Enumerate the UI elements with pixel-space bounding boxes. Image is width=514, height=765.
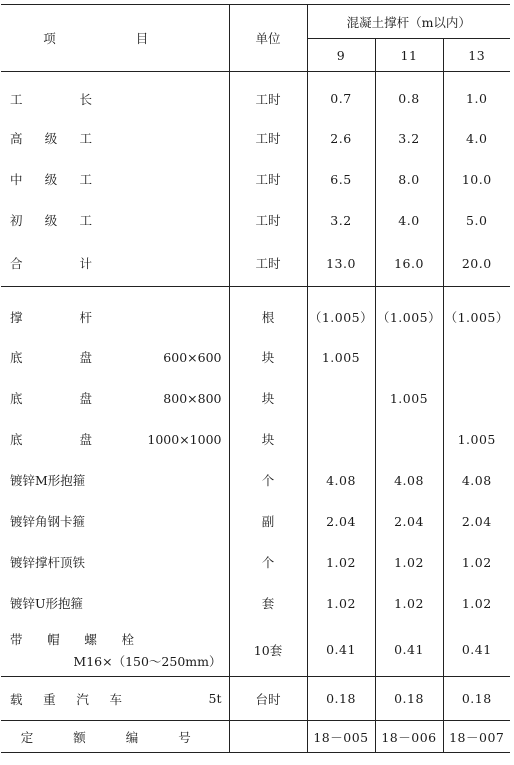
table-row xyxy=(1,419,510,460)
row-value: 1.0 xyxy=(443,72,510,118)
row-value: （1.005） xyxy=(307,287,375,337)
row-value: 0.18 xyxy=(443,677,510,721)
row-value xyxy=(375,337,443,378)
row-value: 1.02 xyxy=(307,583,375,624)
row-name xyxy=(1,241,229,287)
row-value: 4.08 xyxy=(307,460,375,501)
row-name xyxy=(1,72,229,118)
row-value xyxy=(375,419,443,460)
row-name: 镀锌角钢卡箍 xyxy=(10,514,86,529)
row-value: 4.0 xyxy=(375,200,443,241)
row-unit: 工时 xyxy=(229,72,307,118)
row-unit: 副 xyxy=(229,501,307,542)
table-row xyxy=(1,501,510,542)
row-unit: 个 xyxy=(229,542,307,583)
row-value xyxy=(307,419,375,460)
row-spec: M16×（150～250mm） xyxy=(73,653,222,669)
row-name-spread: 底 盘 xyxy=(10,432,92,447)
table-row xyxy=(1,677,510,721)
row-value: 10.0 xyxy=(443,159,510,200)
row-name-spread: 底 盘 xyxy=(10,391,92,406)
row-name xyxy=(1,624,229,677)
row-value: 0.41 xyxy=(307,624,375,677)
row-value: 4.0 xyxy=(443,118,510,159)
table-row xyxy=(1,542,510,583)
table-row xyxy=(1,159,510,200)
row-unit: 工时 xyxy=(229,241,307,287)
row-value: 1.02 xyxy=(375,542,443,583)
row-name-spread: 合 计 xyxy=(10,256,92,272)
table-row xyxy=(1,378,510,419)
row-name xyxy=(1,337,229,378)
row-value: （1.005） xyxy=(375,287,443,337)
table-row xyxy=(1,72,510,118)
row-name xyxy=(1,419,229,460)
row-name xyxy=(1,200,229,241)
row-value: 5.0 xyxy=(443,200,510,241)
row-spec: 5t xyxy=(208,691,222,706)
row-name: 镀锌撑杆顶铁 xyxy=(10,555,86,570)
row-name-spread: 载 重 汽 车 xyxy=(10,691,122,707)
row-value xyxy=(443,378,510,419)
row-spec: 800×800 xyxy=(163,390,222,406)
row-value: 2.6 xyxy=(307,118,375,159)
row-value xyxy=(307,378,375,419)
row-unit: 工时 xyxy=(229,118,307,159)
item-header: 项 目 xyxy=(1,5,229,72)
col-header: 9 xyxy=(307,39,375,72)
table-row xyxy=(1,337,510,378)
row-value: 13.0 xyxy=(307,241,375,287)
row-value: 6.5 xyxy=(307,159,375,200)
row-value xyxy=(443,337,510,378)
row-value: 0.41 xyxy=(443,624,510,677)
table-row xyxy=(1,583,510,624)
row-value: 2.04 xyxy=(443,501,510,542)
machine-section xyxy=(1,677,510,721)
row-name-spread: 中 级 工 xyxy=(10,172,92,187)
row-name-spread: 初 级 工 xyxy=(10,213,92,228)
row-value: 1.02 xyxy=(443,583,510,624)
table-row xyxy=(1,241,510,287)
row-value: 1.02 xyxy=(307,542,375,583)
row-value: 0.41 xyxy=(375,624,443,677)
row-name-spread: 高 级 工 xyxy=(10,131,92,146)
row-name xyxy=(1,378,229,419)
row-name xyxy=(1,287,229,337)
row-value: 20.0 xyxy=(443,241,510,287)
row-name-spread: 撑 杆 xyxy=(10,309,92,325)
row-name: 镀锌U形抱箍 xyxy=(10,596,84,611)
row-unit: 块 xyxy=(229,378,307,419)
row-value: 1.005 xyxy=(443,419,510,460)
quota-table xyxy=(1,4,510,753)
row-value: 0.8 xyxy=(375,72,443,118)
row-value: 2.04 xyxy=(307,501,375,542)
row-name-spread: 带 帽 螺 栓 xyxy=(10,631,134,647)
row-value: 4.08 xyxy=(443,460,510,501)
row-value: 8.0 xyxy=(375,159,443,200)
row-unit: 块 xyxy=(229,337,307,378)
row-name-spread: 工 长 xyxy=(10,91,92,107)
table-row xyxy=(1,118,510,159)
table-row xyxy=(1,624,510,677)
row-value: 1.005 xyxy=(307,337,375,378)
row-value: 1.005 xyxy=(375,378,443,419)
group-header: 混凝土撑杆（m以内） xyxy=(307,5,510,39)
quota-code: 18－005 xyxy=(307,721,375,753)
row-spec: 600×600 xyxy=(163,349,222,365)
labor-section xyxy=(1,72,510,287)
row-unit: 个 xyxy=(229,460,307,501)
row-value: （1.005） xyxy=(443,287,510,337)
quota-code: 18－006 xyxy=(375,721,443,753)
row-name xyxy=(1,677,229,721)
table-row xyxy=(1,200,510,241)
row-name: 镀锌M形抱箍 xyxy=(10,473,86,488)
row-value: 0.18 xyxy=(307,677,375,721)
row-name-spread: 底 盘 xyxy=(10,350,92,365)
col-header: 11 xyxy=(375,39,443,72)
unit-header: 单位 xyxy=(229,5,307,72)
row-unit: 工时 xyxy=(229,159,307,200)
row-unit: 根 xyxy=(229,287,307,337)
row-unit: 块 xyxy=(229,419,307,460)
materials-section xyxy=(1,287,510,677)
row-unit: 工时 xyxy=(229,200,307,241)
col-header: 13 xyxy=(443,39,510,72)
row-unit: 套 xyxy=(229,583,307,624)
row-value: 0.7 xyxy=(307,72,375,118)
row-value: 4.08 xyxy=(375,460,443,501)
row-name xyxy=(1,159,229,200)
row-value: 0.18 xyxy=(375,677,443,721)
row-spec: 1000×1000 xyxy=(147,431,222,447)
row-unit: 10套 xyxy=(229,624,307,677)
footer-label: 定 额 编 号 xyxy=(20,729,209,745)
row-value: 1.02 xyxy=(375,583,443,624)
table-row xyxy=(1,287,510,337)
row-value: 2.04 xyxy=(375,501,443,542)
row-value: 3.2 xyxy=(307,200,375,241)
row-value: 1.02 xyxy=(443,542,510,583)
table-row xyxy=(1,460,510,501)
row-value: 16.0 xyxy=(375,241,443,287)
row-unit: 台时 xyxy=(229,677,307,721)
row-value: 3.2 xyxy=(375,118,443,159)
quota-code: 18－007 xyxy=(443,721,510,753)
row-name xyxy=(1,118,229,159)
